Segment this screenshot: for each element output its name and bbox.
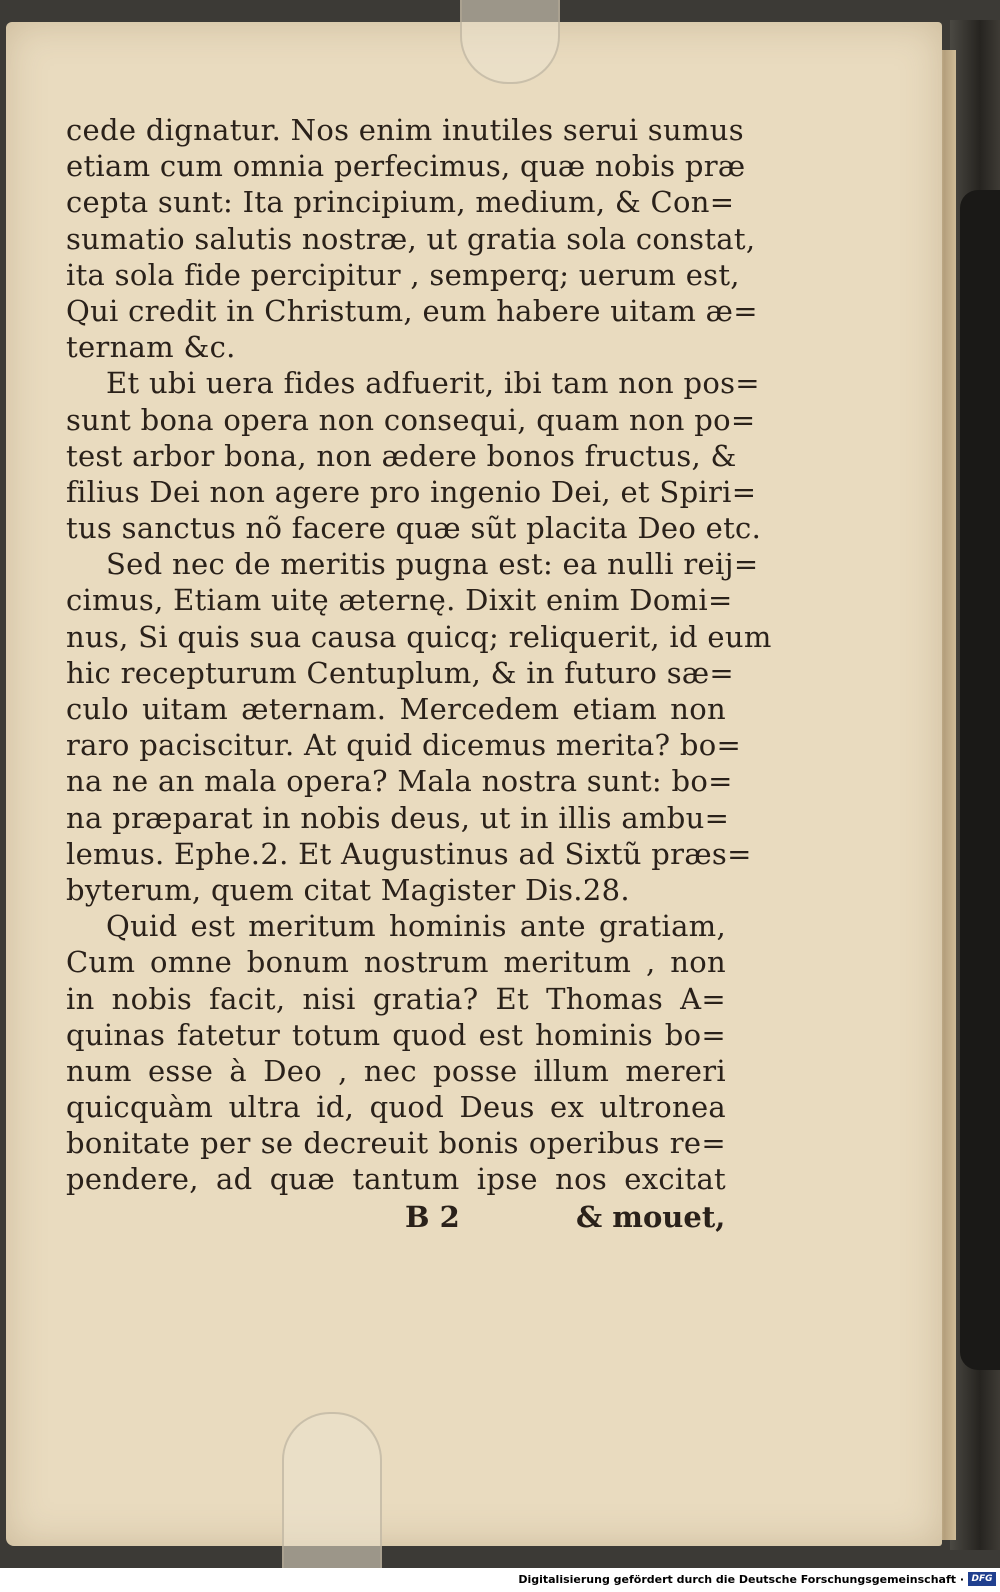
text-line: etiam cum omnia perfecimus, quæ nobis præ bbox=[66, 149, 746, 184]
text-line: tus sanctus nõ facere quæ sũt placita Deo etc. bbox=[66, 511, 762, 546]
text-line: test arbor bona, non ædere bonos fructus, & bbox=[66, 438, 737, 473]
text-line: ternam &c. bbox=[66, 330, 236, 365]
text-line: Qui credit in Christum, eum habere uitam æ= bbox=[66, 293, 758, 328]
dfg-logo-icon: DFG bbox=[968, 1572, 996, 1586]
footer-bar bbox=[0, 1568, 1000, 1592]
text-line: cepta sunt: Ita principium, medium, & Con= bbox=[66, 185, 735, 220]
text-line: Et ubi uera fides adfuerit, ibi tam non pos= bbox=[106, 366, 760, 401]
text-line: nus, Si quis sua causa quicq; reliquerit, id eum bbox=[66, 619, 772, 654]
text-line: Cum omne bonum nostrum meritum , non bbox=[66, 945, 726, 980]
text-line: Sed nec de meritis pugna est: ea nulli reij= bbox=[106, 547, 759, 582]
text-line: ita sola fide percipitur , semperq; uerum est, bbox=[66, 257, 740, 292]
text-line: pendere, ad quæ tantum ipse nos excitat bbox=[66, 1162, 726, 1197]
text-line: Quid est meritum hominis ante gratiam, bbox=[106, 909, 726, 944]
text-line: byterum, quem citat Magister Dis.28. bbox=[66, 872, 630, 907]
text-line: raro paciscitur. At quid dicemus merita? bo= bbox=[66, 728, 742, 763]
text-line: in nobis facit, nisi gratia? Et Thomas A= bbox=[66, 981, 726, 1016]
signature-mark: B 2 bbox=[405, 1200, 460, 1234]
text-line: lemus. Ephe.2. Et Augustinus ad Sixtũ præs= bbox=[66, 836, 752, 871]
text-line: cimus, Etiam uitę æternę. Dixit enim Domi= bbox=[66, 583, 733, 618]
catchword: & mouet, bbox=[576, 1200, 726, 1234]
text-line: na ne an mala opera? Mala nostra sunt: bo= bbox=[66, 764, 733, 799]
text-line: num esse à Deo , nec posse illum mereri bbox=[66, 1053, 726, 1088]
text-line: quinas fatetur totum quod est hominis bo= bbox=[66, 1017, 726, 1052]
text-line: sumatio salutis nostræ, ut gratia sola constat, bbox=[66, 221, 756, 256]
text-line: na præparat in nobis deus, ut in illis ambu= bbox=[66, 800, 730, 835]
text-line: filius Dei non agere pro ingenio Dei, et Spiri= bbox=[66, 474, 757, 509]
binding-strap bbox=[960, 190, 1000, 1370]
text-line: culo uitam æternam. Mercedem etiam non bbox=[66, 692, 726, 726]
page-clip-bottom bbox=[282, 1412, 382, 1570]
funding-credit: Digitalisierung gefördert durch die Deutsche Forschungsgemeinschaft · bbox=[518, 1573, 964, 1586]
text-line: bonitate per se decreuit bonis operibus re= bbox=[66, 1126, 726, 1161]
text-line: sunt bona opera non consequi, quam non po= bbox=[66, 402, 756, 437]
text-line: hic recepturum Centuplum, & in futuro sæ= bbox=[66, 655, 735, 690]
text-line: cede dignatur. Nos enim inutiles serui sumus bbox=[66, 113, 744, 147]
page-text bbox=[66, 112, 772, 1198]
text-line: quicquàm ultra id, quod Deus ex ultronea bbox=[66, 1090, 726, 1125]
